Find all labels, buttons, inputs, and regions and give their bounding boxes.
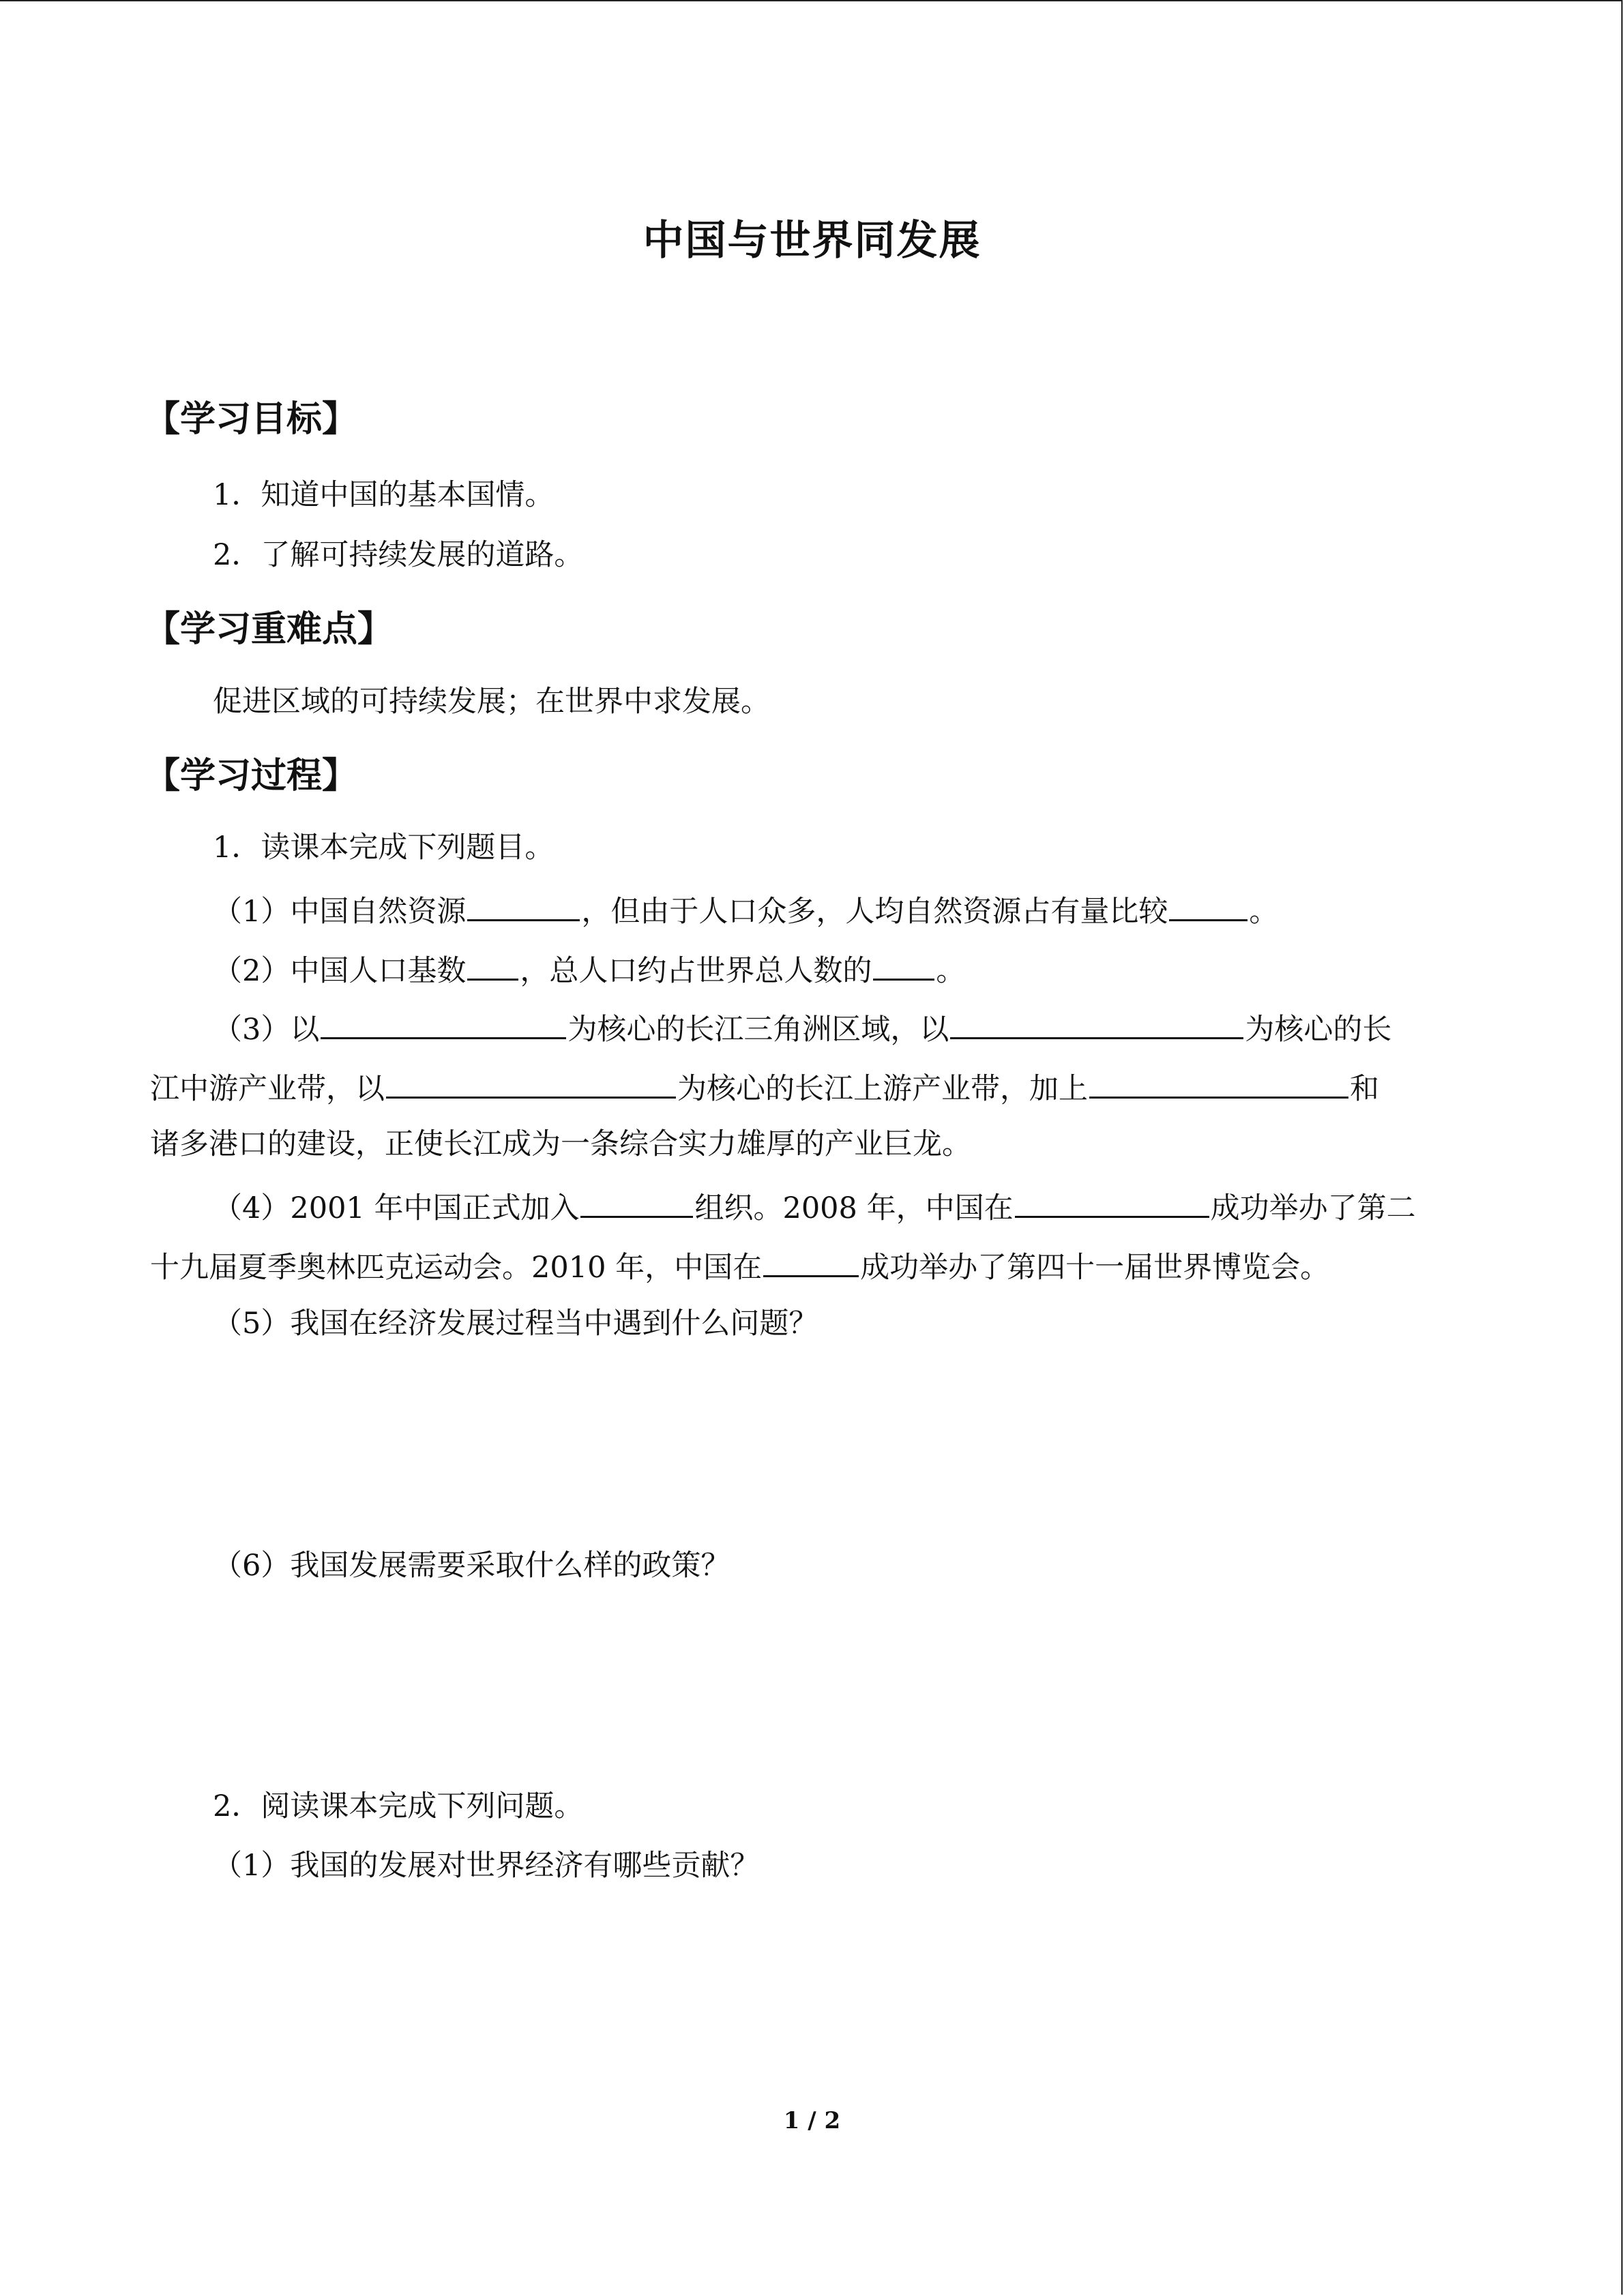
q2-item-1: （1）我国的发展对世界经济有哪些贡献？ <box>213 1849 760 1883</box>
q1-item-4-text-c: 成功举办了第二 <box>1210 1191 1416 1225</box>
process-heading: 【学习过程】 <box>145 756 358 796</box>
q1-item-4-line-1 <box>213 1190 1416 1223</box>
fill-blank[interactable] <box>1169 893 1247 921</box>
page-title: 中国与世界同发展 <box>643 217 981 265</box>
q1-item-4-text-a: （4）2001 年中国正式加入 <box>213 1191 580 1225</box>
q1-item-4-text-b: 组织。2008 年，中国在 <box>694 1191 1014 1225</box>
q1-item-3-text-b: 为核心的长江三角洲区域，以 <box>567 1013 949 1047</box>
q1-item-1 <box>213 893 1278 927</box>
q1-item-4-line-2 <box>150 1249 1329 1283</box>
q1-item-3-line-1 <box>213 1011 1391 1045</box>
fill-blank[interactable] <box>1089 1071 1348 1099</box>
fill-blank[interactable] <box>321 1011 566 1039</box>
q1-item-3-text-f: 和 <box>1350 1072 1379 1106</box>
fill-blank[interactable] <box>467 953 518 981</box>
q1-item-4-text-e: 成功举办了第四十一届世界博览会。 <box>860 1251 1330 1285</box>
q1-item-1-text-b: ，但由于人口众多，人均自然资源占有量比较 <box>581 895 1168 929</box>
q1-item-3-text-c: 为核心的长 <box>1245 1013 1392 1047</box>
q1-item-3-line-3: 诸多港口的建设，正使长江成为一条综合实力雄厚的产业巨龙。 <box>150 1127 971 1161</box>
q1-item-2 <box>213 953 965 986</box>
fill-blank[interactable] <box>467 893 580 921</box>
objective-2: 2．了解可持续发展的道路。 <box>213 538 584 572</box>
q1-item-1-text-a: （1）中国自然资源 <box>213 895 467 929</box>
q2-intro: 2．阅读课本完成下列问题。 <box>213 1789 584 1823</box>
q1-item-6: （6）我国发展需要采取什么样的政策？ <box>213 1549 730 1583</box>
q1-item-3-text-e: 为核心的长江上游产业带，加上 <box>677 1072 1088 1106</box>
objectives-heading: 【学习目标】 <box>145 399 358 440</box>
keypoints-heading: 【学习重难点】 <box>145 609 394 650</box>
fill-blank[interactable] <box>763 1249 859 1277</box>
page-number: 1 / 2 <box>783 2107 841 2134</box>
fill-blank[interactable] <box>950 1011 1243 1039</box>
objective-1: 1．知道中国的基本国情。 <box>213 478 555 512</box>
q1-item-3-text-a: （3）以 <box>213 1013 320 1047</box>
q1-item-3-line-2 <box>150 1071 1379 1104</box>
q1-item-2-text-c: 。 <box>936 954 966 988</box>
fill-blank[interactable] <box>386 1071 676 1099</box>
q1-item-3-text-d: 江中游产业带，以 <box>150 1072 385 1106</box>
q1-intro: 1．读课本完成下列题目。 <box>213 831 555 865</box>
fill-blank[interactable] <box>873 953 934 981</box>
q1-item-4-text-d: 十九届夏季奥林匹克运动会。2010 年，中国在 <box>150 1251 763 1285</box>
fill-blank[interactable] <box>580 1190 693 1218</box>
q1-item-5: （5）我国在经济发展过程当中遇到什么问题？ <box>213 1307 818 1341</box>
q1-item-2-text-b: ，总人口约占世界总人数的 <box>520 954 872 988</box>
q1-item-2-text-a: （2）中国人口基数 <box>213 954 467 988</box>
q1-item-1-text-c: 。 <box>1249 895 1279 929</box>
fill-blank[interactable] <box>1015 1190 1209 1218</box>
keypoints-text: 促进区域的可持续发展；在世界中求发展。 <box>213 685 770 719</box>
